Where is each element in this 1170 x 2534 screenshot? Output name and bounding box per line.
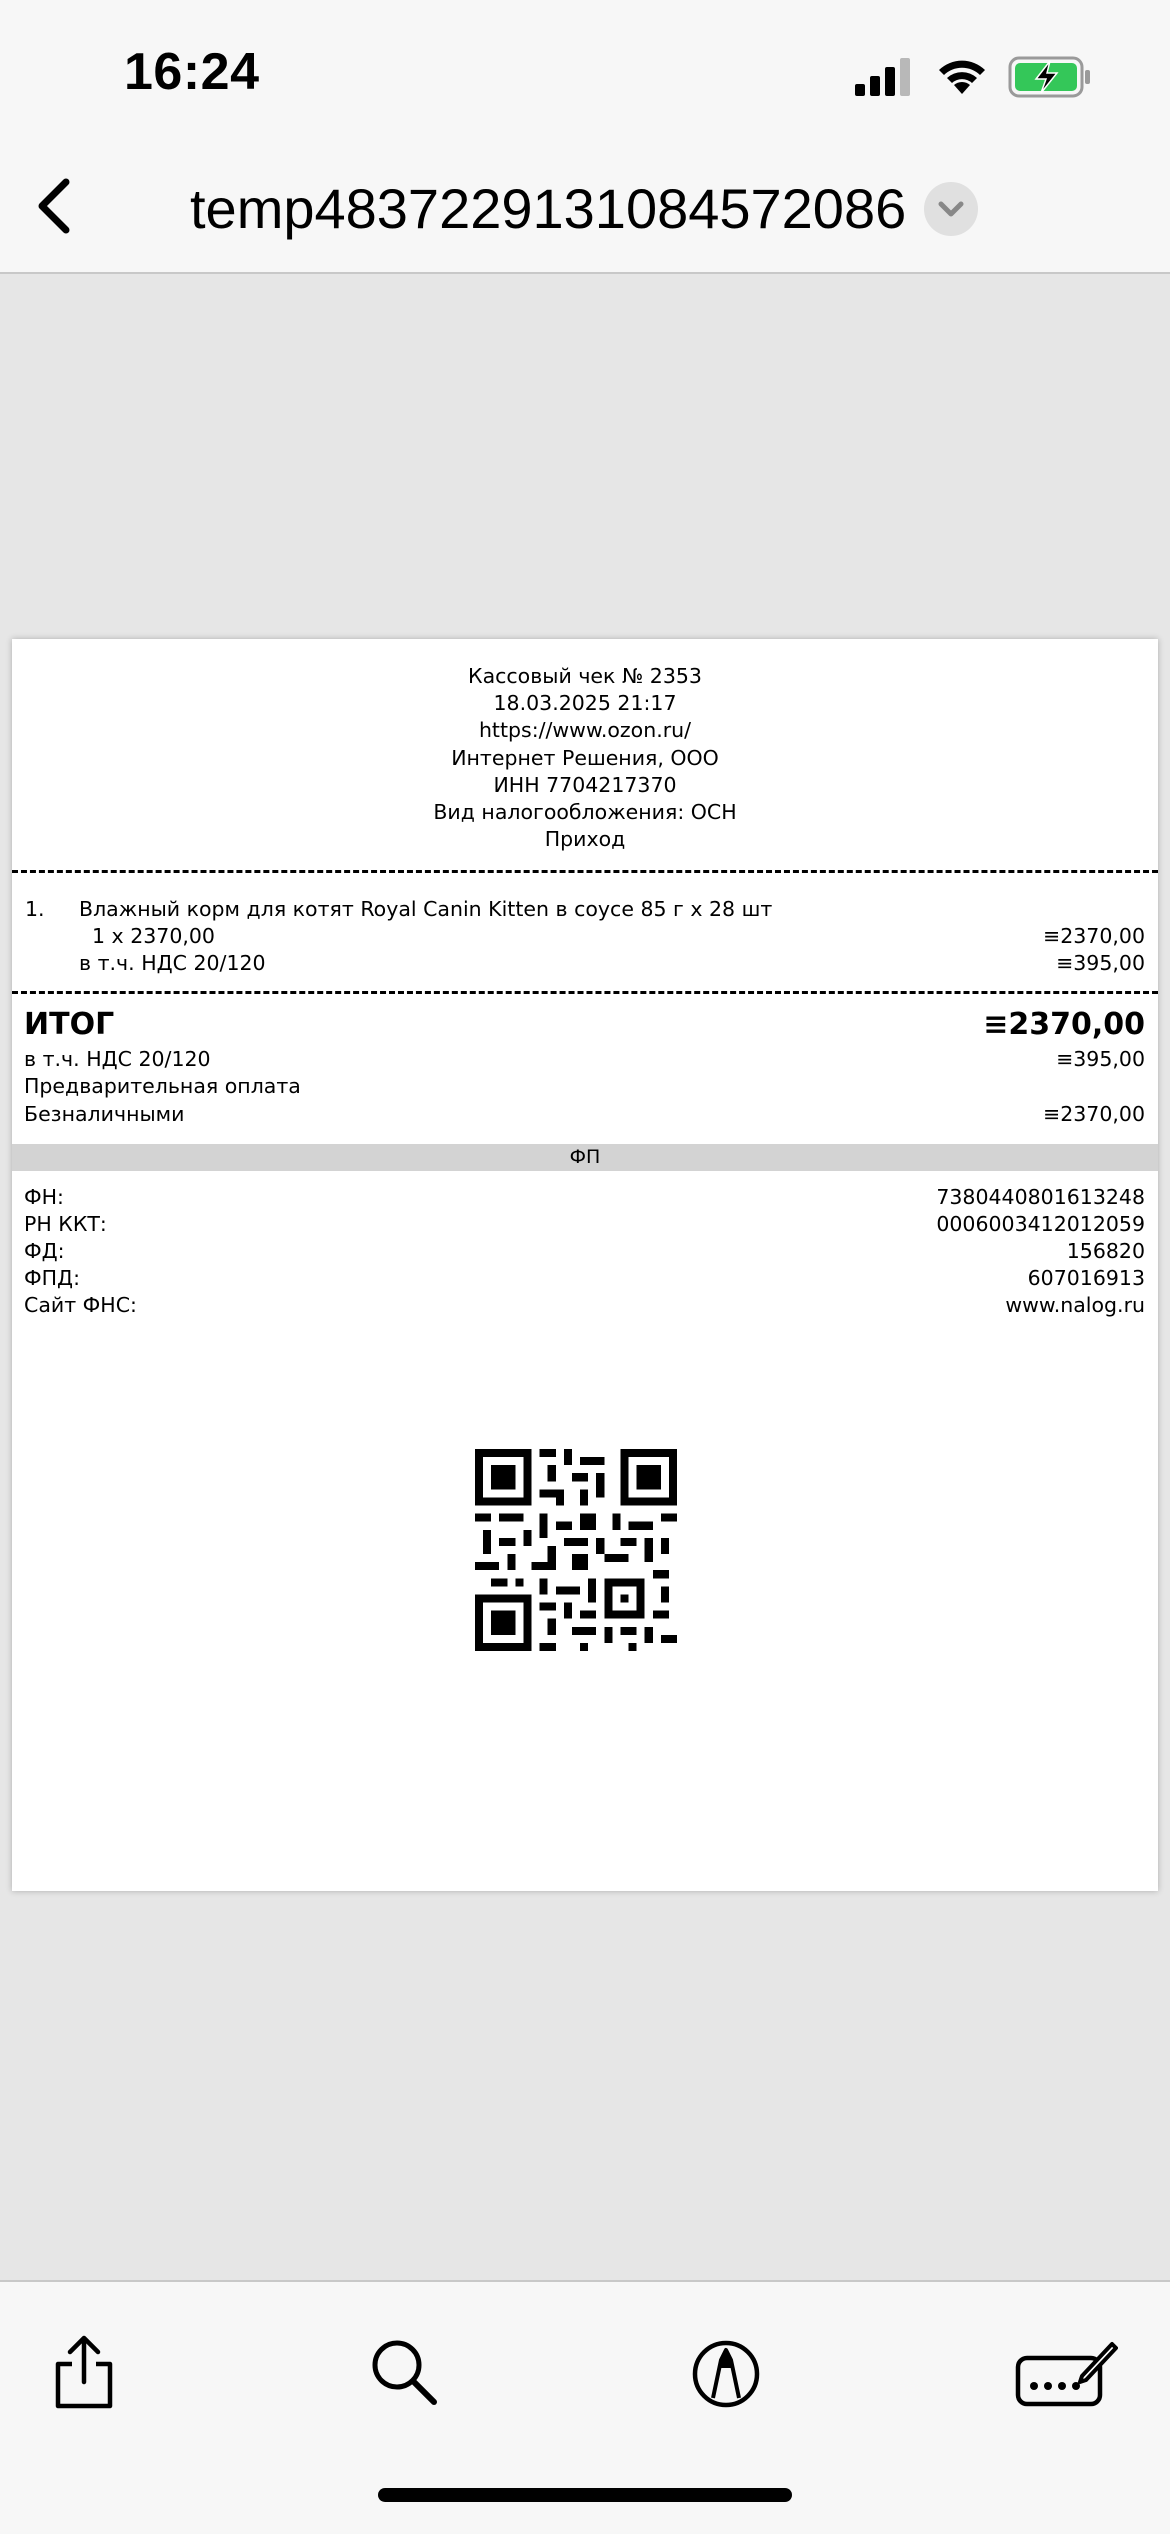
keyboard-edit-icon[interactable] [1014, 2332, 1118, 2412]
status-bar [0, 0, 1170, 150]
item-vat-label: в т.ч. НДС 20/120 [79, 951, 266, 975]
item-name: Влажный корм для котят Royal Canin Kitten в соусе 85 г x 28 шт [79, 897, 773, 921]
markup-icon[interactable] [686, 2332, 766, 2412]
fpd-label: ФПД: [24, 1266, 80, 1290]
fn-value: 7380440801613248 [936, 1185, 1145, 1209]
cellular-signal-icon [855, 58, 915, 98]
battery-charging-icon [1008, 56, 1094, 98]
item-number: 1. [25, 897, 45, 921]
seller-url: https://www.ozon.ru/ [478, 718, 692, 743]
fd-label: ФД: [24, 1239, 65, 1263]
fp-band: ФП [12, 1144, 1158, 1171]
rn-kkt-value: 0006003412012059 [936, 1212, 1145, 1236]
item-qty-price: 1 x 2370,00 [92, 924, 215, 948]
tax-system: Вид налогообложения: ОСН [433, 799, 737, 824]
title-menu-button[interactable] [924, 182, 978, 236]
fpd-value: 607016913 [1027, 1266, 1145, 1290]
receipt-datetime: 18.03.2025 21:17 [493, 691, 677, 716]
fd-value: 156820 [1066, 1239, 1145, 1263]
receipt-header [12, 663, 1158, 853]
fns-site-value: www.nalog.ru [1005, 1293, 1145, 1317]
seller-inn: ИНН 7704217370 [493, 772, 677, 797]
fn-label: ФН: [24, 1185, 64, 1209]
total-value: ≡2370,00 [983, 1007, 1145, 1042]
seller-name: Интернет Решения, ООО [451, 745, 719, 770]
search-icon[interactable] [364, 2332, 444, 2412]
dashed-divider [12, 991, 1158, 994]
qr-code [475, 1449, 677, 1651]
document-title[interactable]: temp4837229131084572086 [190, 177, 907, 240]
item-vat-value: ≡395,00 [1056, 951, 1145, 975]
wifi-icon [935, 54, 989, 98]
receipt-document[interactable] [12, 639, 1158, 1891]
navigation-bar [0, 150, 1170, 274]
prepayment-label: Предварительная оплата [24, 1074, 301, 1098]
item-total: ≡2370,00 [1043, 924, 1145, 948]
total-vat-label: в т.ч. НДС 20/120 [24, 1047, 211, 1071]
rn-kkt-label: РН ККТ: [24, 1212, 107, 1236]
total-label: ИТОГ [24, 1007, 115, 1042]
chevron-down-icon [924, 182, 978, 236]
share-icon[interactable] [44, 2332, 124, 2412]
total-vat-value: ≡395,00 [1056, 1047, 1145, 1071]
cashless-value: ≡2370,00 [1043, 1102, 1145, 1126]
operation-type: Приход [544, 827, 626, 852]
cashless-label: Безналичными [24, 1102, 185, 1126]
home-indicator [378, 2488, 792, 2502]
dashed-divider [12, 870, 1158, 873]
back-chevron-icon[interactable] [24, 170, 94, 240]
fns-site-label: Сайт ФНС: [24, 1293, 137, 1317]
status-time: 16:24 [124, 43, 260, 101]
receipt-number: Кассовый чек № 2353 [468, 664, 702, 688]
